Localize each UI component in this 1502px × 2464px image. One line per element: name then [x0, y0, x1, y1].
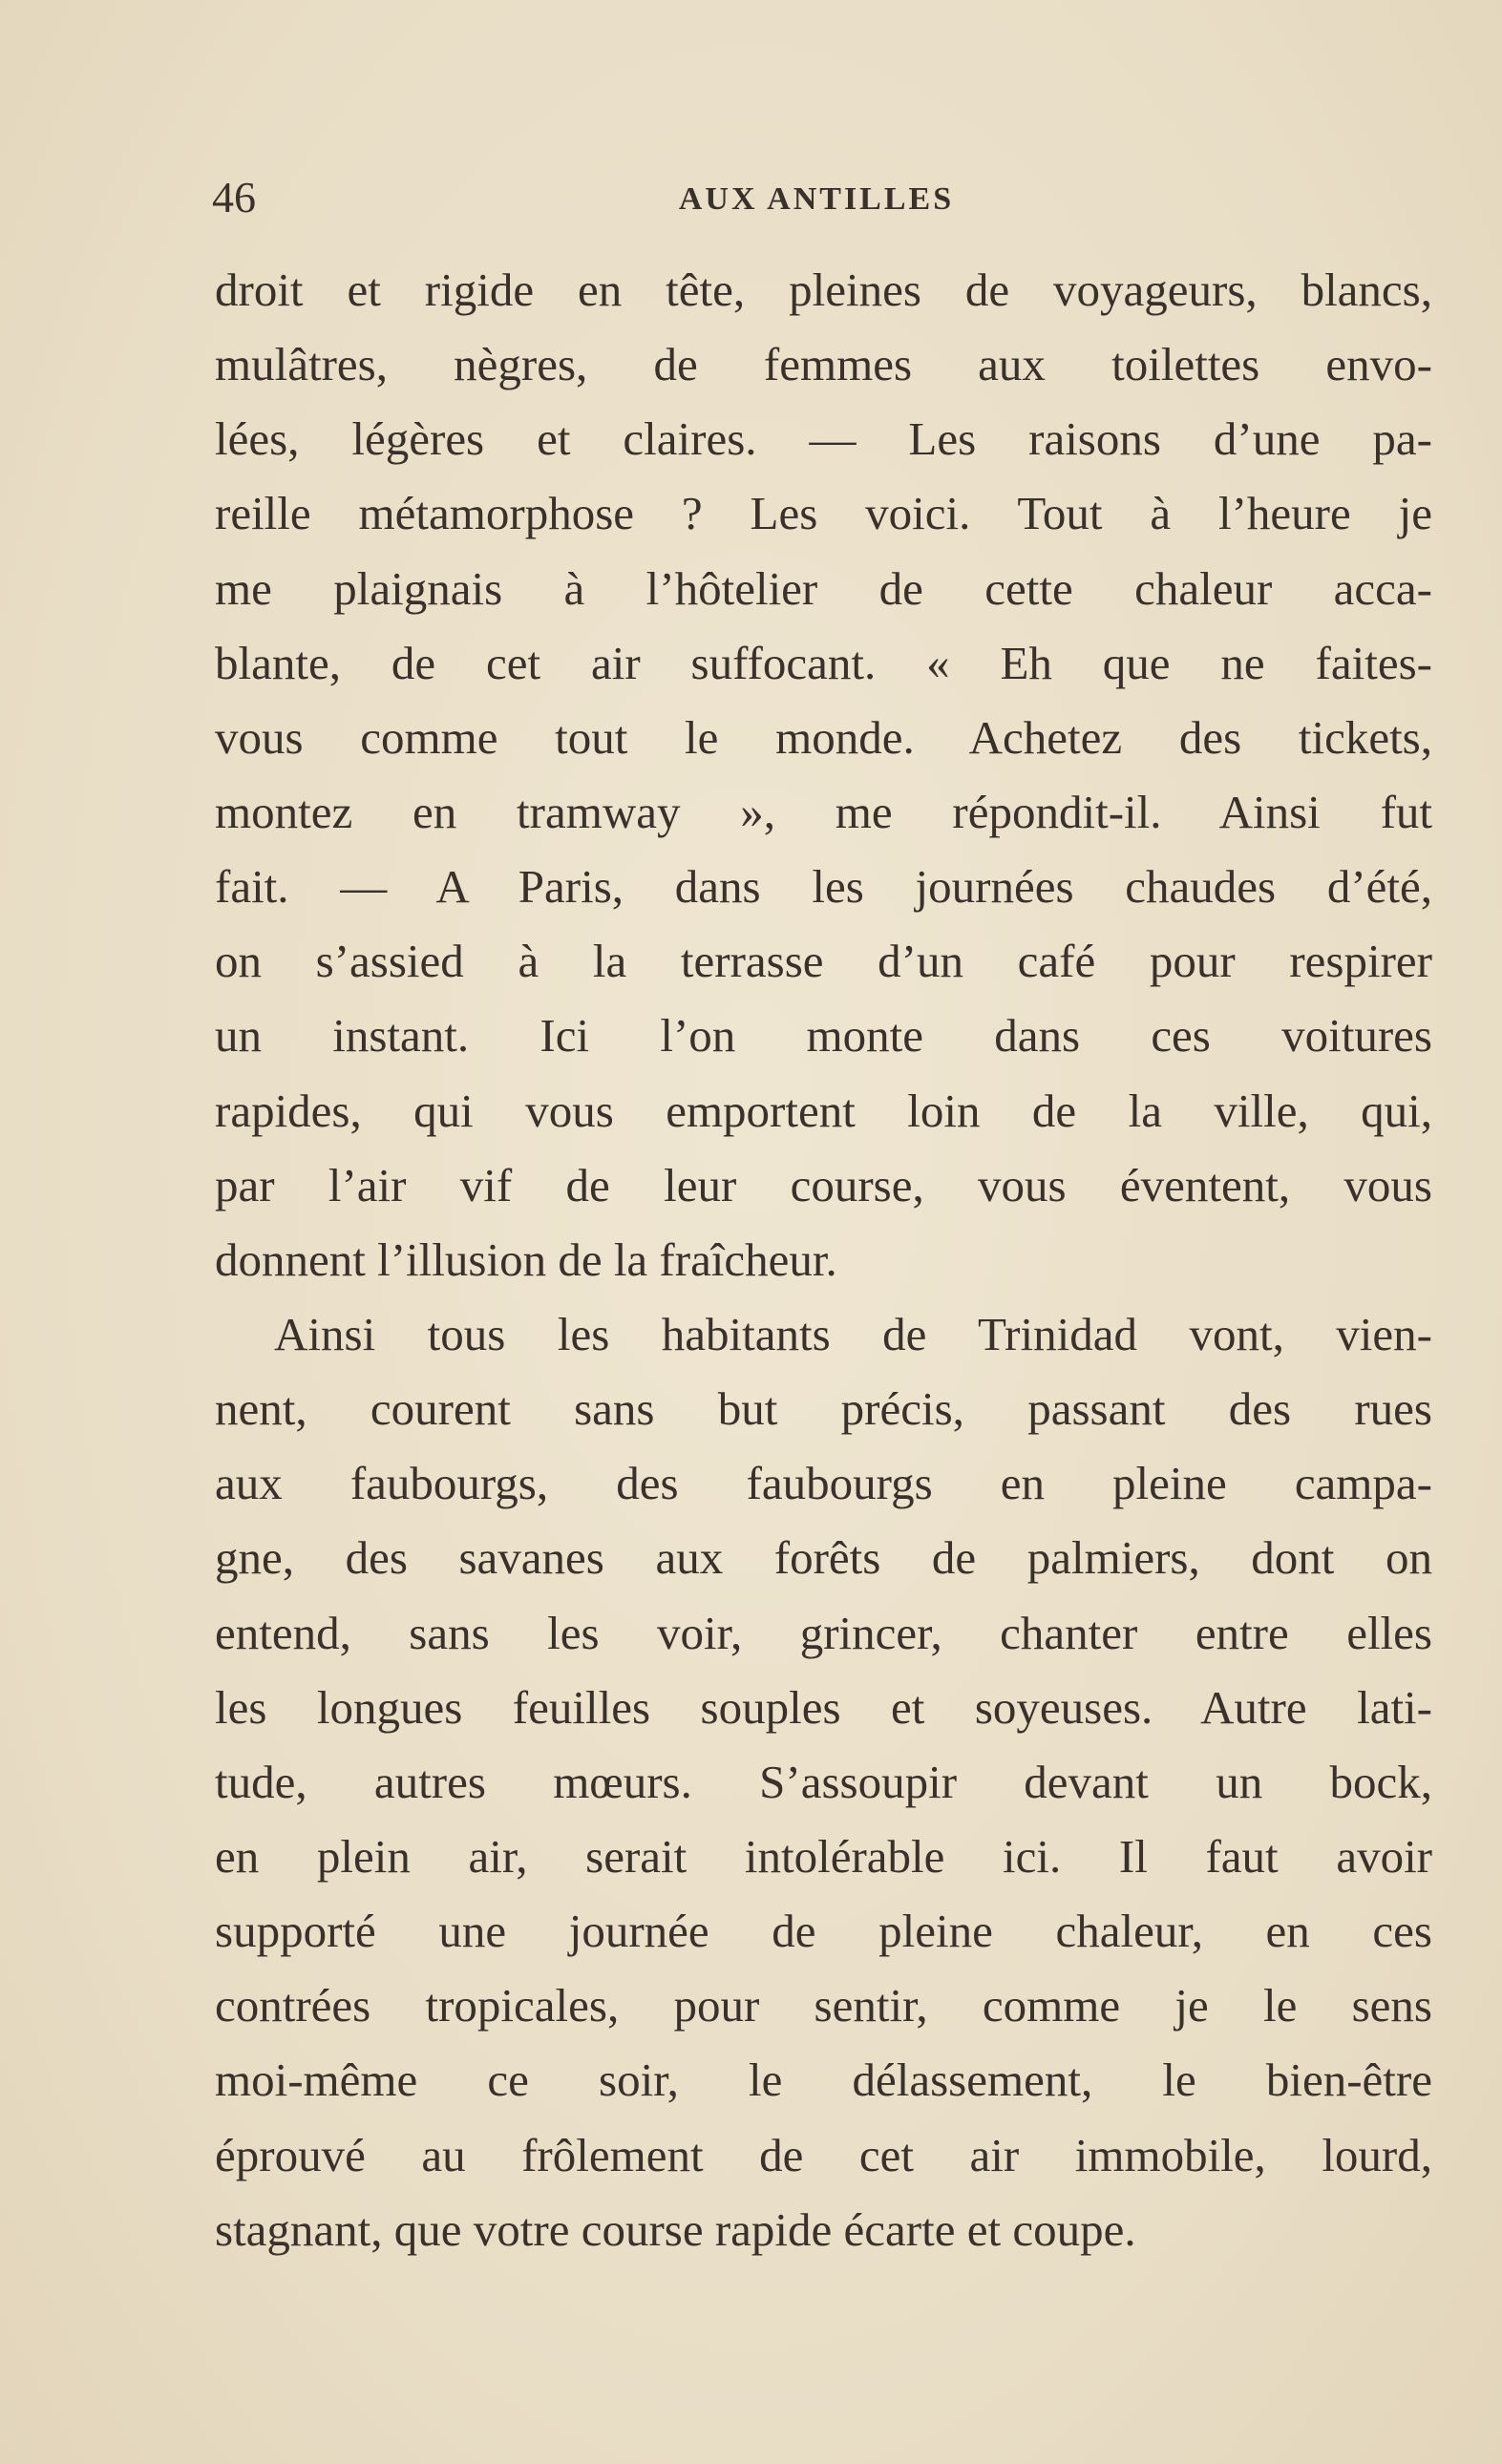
text-line: les longues feuilles souples et soyeuses. Autre lati-	[215, 1680, 1432, 1734]
body-text	[215, 253, 1432, 2267]
running-title: AUX ANTILLES	[678, 181, 955, 217]
text-line: entend, sans les voir, grincer, chanter entre elles	[215, 1606, 1432, 1659]
text-line: un instant. Ici l’on monte dans ces voitures	[215, 1009, 1432, 1063]
text-line: lées, légères et claires. — Les raisons d’une pa-	[215, 412, 1432, 466]
text-line: contrées tropicales, pour sentir, comme je le sens	[215, 1979, 1432, 2032]
text-line: moi-même ce soir, le délassement, le bien-être	[215, 2053, 1432, 2107]
page-number: 46	[212, 173, 256, 221]
text-line: fait. — A Paris, dans les journées chaudes d’été,	[215, 860, 1432, 914]
text-line: me plaignais à l’hôtelier de cette chaleur acca-	[215, 561, 1432, 615]
text-line: par l’air vif de leur course, vous éventent, vous	[215, 1158, 1432, 1211]
text-line: tude, autres mœurs. S’assoupir devant un bock,	[215, 1755, 1432, 1808]
text-line: aux faubourgs, des faubourgs en pleine campa-	[215, 1457, 1432, 1510]
text-line: Ainsi tous les habitants de Trinidad vont, vien-	[274, 1307, 1432, 1360]
text-line: droit et rigide en tête, pleines de voyageurs, blancs,	[215, 263, 1432, 316]
text-line: vous comme tout le monde. Achetez des tickets,	[215, 710, 1432, 764]
text-line: nent, courent sans but précis, passant des rues	[215, 1382, 1432, 1436]
text-line: blante, de cet air suffocant. « Eh que ne faites-	[215, 636, 1432, 689]
text-line: supporté une journée de pleine chaleur, en ces	[215, 1905, 1432, 1958]
text-line: on s’assied à la terrasse d’un café pour respirer	[215, 935, 1432, 988]
text-line: éprouvé au frôlement de cet air immobile, lourd,	[215, 2128, 1432, 2181]
text-line: en plein air, serait intolérable ici. Il faut avoir	[215, 1829, 1432, 1883]
text-line: reille métamorphose ? Les voici. Tout à l’heure je	[215, 487, 1432, 540]
text-line: stagnant, que votre course rapide écarte et coupe.	[215, 2202, 1136, 2256]
text-line: gne, des savanes aux forêts de palmiers, dont on	[215, 1531, 1432, 1585]
text-line: rapides, qui vous emportent loin de la ville, qui,	[215, 1084, 1432, 1137]
text-line: donnent l’illusion de la fraîcheur.	[215, 1232, 837, 1286]
text-line: montez en tramway », me répondit-il. Ainsi fut	[215, 785, 1432, 838]
text-line: mulâtres, nègres, de femmes aux toilettes envo-	[215, 338, 1432, 391]
